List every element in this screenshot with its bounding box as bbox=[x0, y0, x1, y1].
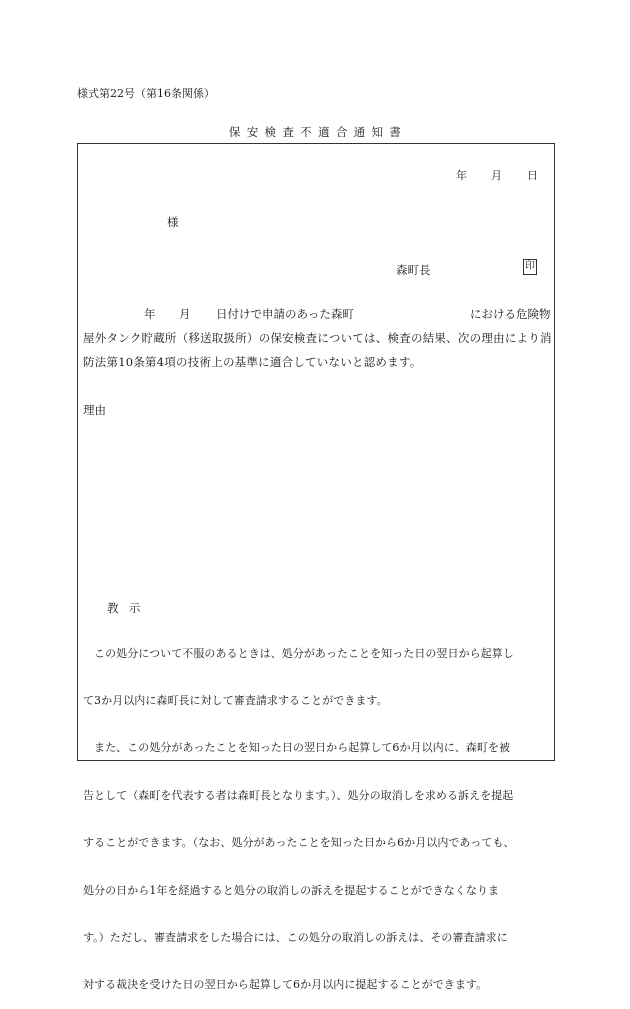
instructions-line: この処分について不服のあるときは、処分があったことを知った日の翌日から起算し bbox=[83, 646, 514, 660]
seal-mark: 印 bbox=[523, 259, 537, 275]
body-line1-end: における危険物 bbox=[470, 307, 551, 321]
instructions-text bbox=[83, 614, 549, 1009]
body-line2: 屋外タンク貯蔵所（移送取扱所）の保安検査については、検査の結果、次の理由により消 bbox=[83, 331, 552, 345]
instructions-line: 対する裁決を受けた日の翌日から起算して6か月以内に提起することができます。 bbox=[83, 978, 488, 992]
body-year-label: 年 bbox=[144, 307, 156, 321]
issuer-title: 森町長 bbox=[396, 263, 431, 277]
instructions-title: 教示 bbox=[107, 601, 151, 615]
body-month-label: 月 bbox=[179, 307, 191, 321]
body-line3: 防法第10条第4項の技術上の基準に適合していないと認めます。 bbox=[83, 355, 422, 369]
instructions-line: また、この処分があったことを知った日の翌日から起算して6か月以内に、森町を被 bbox=[83, 741, 511, 755]
document-title: 保安検査不適合通知書 bbox=[228, 125, 408, 139]
addressee-suffix: 様 bbox=[167, 215, 179, 229]
instructions-line: す。）ただし、審査請求をした場合には、この処分の取消しの訴えは、その審査請求に bbox=[83, 930, 508, 944]
instructions-line: 告として（森町を代表する者は森町長となります。）、処分の取消しを求める訴えを提起 bbox=[83, 788, 514, 802]
date-month-label: 月 bbox=[491, 169, 502, 182]
instructions-line: 処分の日から1年を経過すると処分の取消しの訴えを提起することができなくなりま bbox=[83, 883, 500, 897]
date-day-label: 日 bbox=[527, 169, 538, 182]
body-line1-text: 日付けで申請のあった森町 bbox=[216, 307, 354, 321]
date-year-label: 年 bbox=[456, 169, 467, 182]
instructions-line: て3か月以内に森町長に対して審査請求することができます。 bbox=[83, 693, 388, 707]
form-number: 様式第22号（第16条関係） bbox=[77, 87, 215, 100]
instructions-line: することができます。（なお、処分があったことを知った日から6か月以内であっても、 bbox=[83, 836, 515, 850]
reason-label: 理由 bbox=[83, 403, 106, 417]
